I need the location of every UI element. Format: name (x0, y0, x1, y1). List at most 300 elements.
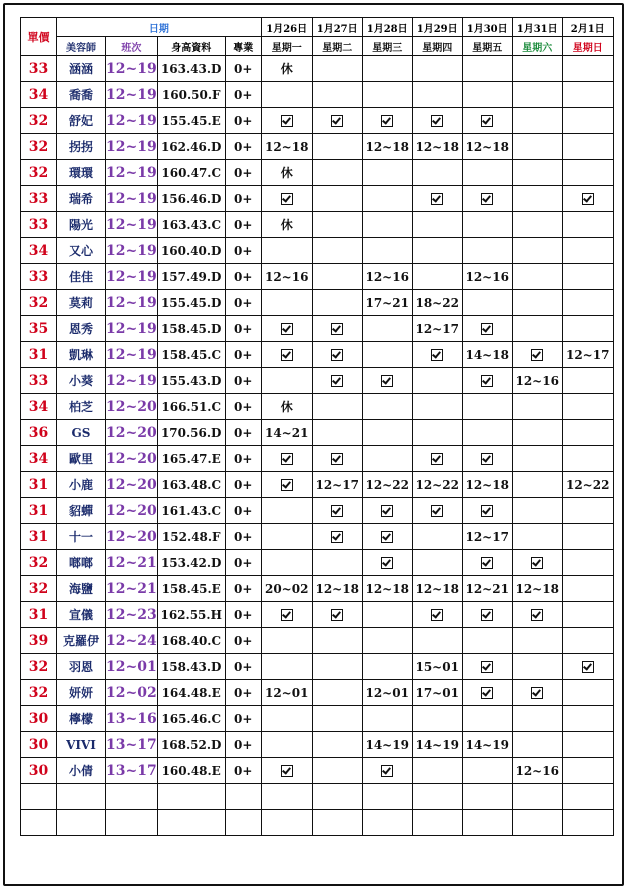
weekday-header-saturday: 星期六 (512, 37, 562, 56)
checked-box-icon (481, 323, 493, 335)
schedule-cell (312, 56, 362, 82)
empty-cell (57, 784, 106, 810)
schedule-cell (261, 524, 312, 550)
body-data-cell: 162.55.H (157, 602, 225, 628)
stylist-name-cell: 柏芝 (57, 394, 106, 420)
specialty-cell: 0+ (225, 576, 261, 602)
schedule-cell (362, 316, 412, 342)
shift-cell: 12~19 (106, 264, 158, 290)
checked-box-icon (381, 505, 393, 517)
body-data-cell: 161.43.C (157, 498, 225, 524)
schedule-cell (512, 108, 562, 134)
price-cell: 30 (21, 706, 57, 732)
date-header: 2月1日 (562, 18, 613, 37)
schedule-cell: 12~18 (462, 472, 512, 498)
specialty-cell: 0+ (225, 134, 261, 160)
stylist-name-cell: 莫莉 (57, 290, 106, 316)
body-data-cell: 157.49.D (157, 264, 225, 290)
schedule-cell (562, 368, 613, 394)
schedule-cell: 12~18 (412, 576, 462, 602)
table-row (21, 108, 614, 134)
schedule-cell: 14~19 (412, 732, 462, 758)
stylist-name-cell: 歐里 (57, 446, 106, 472)
schedule-cell (562, 420, 613, 446)
schedule-cell (412, 758, 462, 784)
checked-box-icon (381, 557, 393, 569)
table-row (21, 576, 614, 602)
body-data-cell: 155.45.E (157, 108, 225, 134)
schedule-cell (512, 316, 562, 342)
schedule-cell (312, 134, 362, 160)
specialty-cell: 0+ (225, 186, 261, 212)
schedule-cell (562, 160, 613, 186)
price-cell: 34 (21, 446, 57, 472)
specialty-cell: 0+ (225, 316, 261, 342)
checked-box-icon (331, 323, 343, 335)
table-row (21, 680, 614, 706)
checkbox-icon-cell (312, 368, 362, 394)
schedule-cell (312, 212, 362, 238)
checkbox-icon-cell (312, 342, 362, 368)
checked-box-icon (531, 557, 543, 569)
body-data-cell: 160.47.C (157, 160, 225, 186)
checkbox-icon-cell (312, 446, 362, 472)
shift-cell: 12~02 (106, 680, 158, 706)
specialty-cell: 0+ (225, 290, 261, 316)
schedule-cell (412, 160, 462, 186)
specialty-cell: 0+ (225, 758, 261, 784)
table-row (21, 134, 614, 160)
schedule-cell (412, 628, 462, 654)
checkbox-icon-cell (462, 654, 512, 680)
schedule-cell (562, 316, 613, 342)
checked-box-icon (531, 687, 543, 699)
schedule-cell: 14~18 (462, 342, 512, 368)
schedule-cell (562, 108, 613, 134)
shift-cell: 12~20 (106, 472, 158, 498)
schedule-cell (462, 160, 512, 186)
schedule-cell: 12~16 (462, 264, 512, 290)
table-row (21, 316, 614, 342)
schedule-cell (462, 628, 512, 654)
checked-box-icon (481, 453, 493, 465)
schedule-cell (562, 238, 613, 264)
empty-cell (106, 810, 158, 836)
schedule-cell: 12~18 (261, 134, 312, 160)
schedule-cell (512, 394, 562, 420)
table-row (21, 368, 614, 394)
schedule-cell (562, 732, 613, 758)
schedule-cell (412, 82, 462, 108)
price-cell: 33 (21, 212, 57, 238)
empty-cell (412, 784, 462, 810)
schedule-cell: 12~18 (312, 576, 362, 602)
body-data-cell: 160.40.D (157, 238, 225, 264)
checked-box-icon (431, 609, 443, 621)
price-cell: 32 (21, 108, 57, 134)
shift-cell: 12~19 (106, 342, 158, 368)
body-data-cell: 158.45.C (157, 342, 225, 368)
schedule-cell (412, 368, 462, 394)
checked-box-icon (582, 193, 594, 205)
weekday-header: 星期五 (462, 37, 512, 56)
schedule-cell (562, 212, 613, 238)
schedule-cell (512, 160, 562, 186)
schedule-cell: 12~16 (261, 264, 312, 290)
schedule-cell: 12~21 (462, 576, 512, 602)
shift-cell: 12~20 (106, 524, 158, 550)
weekday-header: 星期二 (312, 37, 362, 56)
schedule-cell (512, 420, 562, 446)
price-cell: 32 (21, 654, 57, 680)
shift-cell: 12~20 (106, 394, 158, 420)
schedule-cell: 12~22 (412, 472, 462, 498)
checked-box-icon (531, 349, 543, 361)
table-row (21, 82, 614, 108)
stylist-name-cell: 環環 (57, 160, 106, 186)
price-cell: 32 (21, 550, 57, 576)
schedule-cell (512, 56, 562, 82)
schedule-cell (312, 394, 362, 420)
checked-box-icon (431, 453, 443, 465)
schedule-cell: 14~21 (261, 420, 312, 446)
specialty-cell: 0+ (225, 56, 261, 82)
schedule-cell (462, 212, 512, 238)
checked-box-icon (431, 349, 443, 361)
stylist-name-cell: VIVI (57, 732, 106, 758)
checkbox-icon-cell (261, 186, 312, 212)
checked-box-icon (281, 765, 293, 777)
body-data-cell: 168.52.D (157, 732, 225, 758)
checked-box-icon (481, 115, 493, 127)
shift-header: 班次 (106, 37, 158, 56)
schedule-cell (512, 446, 562, 472)
price-header: 單價 (21, 18, 57, 56)
schedule-cell (412, 706, 462, 732)
schedule-cell (312, 82, 362, 108)
specialty-cell: 0+ (225, 160, 261, 186)
schedule-cell (362, 602, 412, 628)
schedule-cell (512, 212, 562, 238)
schedule-cell (562, 56, 613, 82)
schedule-cell (462, 420, 512, 446)
empty-cell (21, 810, 57, 836)
price-cell: 32 (21, 290, 57, 316)
specialty-cell: 0+ (225, 524, 261, 550)
checked-box-icon (331, 115, 343, 127)
checkbox-icon-cell (261, 602, 312, 628)
stylist-name-cell: 喬喬 (57, 82, 106, 108)
schedule-cell (312, 238, 362, 264)
stylist-name-cell: 凱琳 (57, 342, 106, 368)
price-cell: 32 (21, 576, 57, 602)
body-data-cell: 166.51.C (157, 394, 225, 420)
date-header: 1月30日 (462, 18, 512, 37)
schedule-cell (412, 550, 462, 576)
price-cell: 39 (21, 628, 57, 654)
schedule-cell (312, 654, 362, 680)
schedule-cell (562, 576, 613, 602)
shift-cell: 12~20 (106, 498, 158, 524)
specialty-cell: 0+ (225, 342, 261, 368)
schedule-cell (462, 758, 512, 784)
schedule-cell (362, 654, 412, 680)
stylist-name-cell: 檸檬 (57, 706, 106, 732)
shift-cell: 12~19 (106, 108, 158, 134)
empty-cell (57, 810, 106, 836)
schedule-cell (412, 264, 462, 290)
price-cell: 31 (21, 524, 57, 550)
checkbox-icon-cell (462, 550, 512, 576)
header-row-1 (21, 18, 614, 37)
specialty-cell: 0+ (225, 238, 261, 264)
checkbox-icon-cell (462, 446, 512, 472)
schedule-cell (362, 160, 412, 186)
checkbox-icon-cell (412, 602, 462, 628)
checked-box-icon (281, 193, 293, 205)
checkbox-icon-cell (312, 316, 362, 342)
checked-box-icon (481, 687, 493, 699)
table-row (21, 524, 614, 550)
schedule-cell (261, 368, 312, 394)
schedule-cell (562, 290, 613, 316)
checked-box-icon (531, 609, 543, 621)
checkbox-icon-cell (362, 498, 412, 524)
checkbox-icon-cell (412, 186, 462, 212)
price-cell: 33 (21, 56, 57, 82)
body-data-cell: 158.43.D (157, 654, 225, 680)
checkbox-icon-cell (512, 680, 562, 706)
specialty-cell: 0+ (225, 420, 261, 446)
schedule-cell (462, 238, 512, 264)
specialty-cell: 0+ (225, 602, 261, 628)
shift-cell: 12~19 (106, 186, 158, 212)
schedule-cell (412, 56, 462, 82)
checked-box-icon (281, 609, 293, 621)
empty-cell (312, 810, 362, 836)
schedule-cell: 12~22 (362, 472, 412, 498)
schedule-cell (312, 758, 362, 784)
schedule-cell (462, 56, 512, 82)
shift-cell: 12~20 (106, 446, 158, 472)
schedule-cell (261, 498, 312, 524)
specialty-cell: 0+ (225, 498, 261, 524)
shift-cell: 12~19 (106, 368, 158, 394)
schedule-cell (562, 706, 613, 732)
schedule-cell: 12~01 (362, 680, 412, 706)
shift-cell: 13~16 (106, 706, 158, 732)
checked-box-icon (381, 765, 393, 777)
checkbox-icon-cell (362, 108, 412, 134)
checkbox-icon-cell (362, 368, 412, 394)
checked-box-icon (481, 375, 493, 387)
schedule-cell (512, 82, 562, 108)
checked-box-icon (331, 349, 343, 361)
stylist-name-cell: 小鹿 (57, 472, 106, 498)
empty-cell (261, 784, 312, 810)
stylist-name-cell: 又心 (57, 238, 106, 264)
specialty-cell: 0+ (225, 680, 261, 706)
schedule-cell (312, 264, 362, 290)
date-header: 1月29日 (412, 18, 462, 37)
price-cell: 32 (21, 134, 57, 160)
body-data-cell: 155.45.D (157, 290, 225, 316)
body-data-cell: 170.56.D (157, 420, 225, 446)
price-cell: 33 (21, 368, 57, 394)
specialty-cell: 0+ (225, 394, 261, 420)
empty-cell (412, 810, 462, 836)
schedule-cell (512, 654, 562, 680)
schedule-cell (562, 524, 613, 550)
price-cell: 30 (21, 758, 57, 784)
empty-cell (106, 784, 158, 810)
price-cell: 36 (21, 420, 57, 446)
schedule-cell (562, 264, 613, 290)
specialty-cell: 0+ (225, 368, 261, 394)
checked-box-icon (331, 375, 343, 387)
dates-group-header: 日期 (57, 18, 262, 37)
price-cell: 34 (21, 394, 57, 420)
price-cell: 33 (21, 264, 57, 290)
checkbox-icon-cell (362, 758, 412, 784)
checkbox-icon-cell (312, 108, 362, 134)
schedule-cell (312, 706, 362, 732)
schedule-cell (312, 290, 362, 316)
shift-cell: 13~17 (106, 732, 158, 758)
body-data-cell: 165.46.C (157, 706, 225, 732)
price-cell: 31 (21, 498, 57, 524)
checkbox-icon-cell (261, 316, 312, 342)
schedule-cell (512, 628, 562, 654)
schedule-cell (261, 550, 312, 576)
table-row (21, 498, 614, 524)
stylist-name-cell: 妍妍 (57, 680, 106, 706)
table-row (21, 732, 614, 758)
schedule-cell: 14~19 (462, 732, 512, 758)
stylist-name-cell: 小倩 (57, 758, 106, 784)
schedule-cell (462, 82, 512, 108)
weekday-header: 星期四 (412, 37, 462, 56)
checkbox-icon-cell (362, 550, 412, 576)
schedule-cell (312, 732, 362, 758)
price-cell: 32 (21, 160, 57, 186)
date-header: 1月28日 (362, 18, 412, 37)
schedule-cell (261, 628, 312, 654)
table-row (21, 342, 614, 368)
date-header: 1月27日 (312, 18, 362, 37)
body-header: 身高資料 (157, 37, 225, 56)
table-row (21, 628, 614, 654)
checkbox-icon-cell (462, 368, 512, 394)
table-row (21, 394, 614, 420)
schedule-cell (261, 732, 312, 758)
price-cell: 31 (21, 602, 57, 628)
stylist-name-cell: 恩秀 (57, 316, 106, 342)
empty-cell (261, 810, 312, 836)
stylist-name-cell: 小葵 (57, 368, 106, 394)
body-data-cell: 155.43.D (157, 368, 225, 394)
schedule-cell (512, 706, 562, 732)
body-data-cell: 163.43.C (157, 212, 225, 238)
schedule-cell (512, 134, 562, 160)
schedule-cell (261, 82, 312, 108)
checkbox-icon-cell (312, 602, 362, 628)
schedule-cell: 15~01 (412, 654, 462, 680)
schedule-cell (562, 134, 613, 160)
shift-cell: 12~24 (106, 628, 158, 654)
checkbox-icon-cell (462, 680, 512, 706)
schedule-cell (512, 524, 562, 550)
schedule-cell (562, 628, 613, 654)
checked-box-icon (381, 115, 393, 127)
schedule-cell (412, 420, 462, 446)
checkbox-icon-cell (462, 602, 512, 628)
checked-box-icon (431, 115, 443, 127)
empty-cell (512, 784, 562, 810)
shift-cell: 12~20 (106, 420, 158, 446)
schedule-cell (562, 82, 613, 108)
checked-box-icon (331, 531, 343, 543)
schedule-cell: 12~22 (562, 472, 613, 498)
table-row (21, 212, 614, 238)
empty-cell (462, 784, 512, 810)
checked-box-icon (481, 505, 493, 517)
body-data-cell: 160.48.E (157, 758, 225, 784)
schedule-cell: 12~16 (362, 264, 412, 290)
schedule-cell (562, 550, 613, 576)
checkbox-icon-cell (512, 602, 562, 628)
shift-cell: 12~19 (106, 134, 158, 160)
checked-box-icon (281, 479, 293, 491)
table-row (21, 420, 614, 446)
price-cell: 34 (21, 82, 57, 108)
stylist-name-cell: GS (57, 420, 106, 446)
schedule-cell (562, 602, 613, 628)
price-cell: 35 (21, 316, 57, 342)
empty-cell (562, 810, 613, 836)
shift-cell: 12~21 (106, 576, 158, 602)
specialty-cell: 0+ (225, 108, 261, 134)
checkbox-icon-cell (562, 654, 613, 680)
schedule-cell: 12~16 (512, 368, 562, 394)
table-row (21, 264, 614, 290)
checkbox-icon-cell (412, 498, 462, 524)
table-row (21, 706, 614, 732)
empty-row (21, 810, 614, 836)
schedule-cell: 休 (261, 212, 312, 238)
schedule-table (20, 17, 614, 836)
stylist-name-cell: 拐拐 (57, 134, 106, 160)
checkbox-icon-cell (462, 498, 512, 524)
body-data-cell: 164.48.E (157, 680, 225, 706)
schedule-cell (462, 706, 512, 732)
schedule-cell (462, 290, 512, 316)
schedule-cell (312, 186, 362, 212)
schedule-cell (312, 160, 362, 186)
schedule-cell: 12~17 (562, 342, 613, 368)
specialty-cell: 0+ (225, 212, 261, 238)
checkbox-icon-cell (412, 446, 462, 472)
specialty-header: 專業 (225, 37, 261, 56)
schedule-cell (362, 706, 412, 732)
schedule-cell (261, 290, 312, 316)
schedule-cell: 休 (261, 160, 312, 186)
schedule-cell (462, 394, 512, 420)
schedule-cell: 20~02 (261, 576, 312, 602)
body-data-cell: 160.50.F (157, 82, 225, 108)
stylist-name-cell: 克羅伊 (57, 628, 106, 654)
empty-cell (462, 810, 512, 836)
